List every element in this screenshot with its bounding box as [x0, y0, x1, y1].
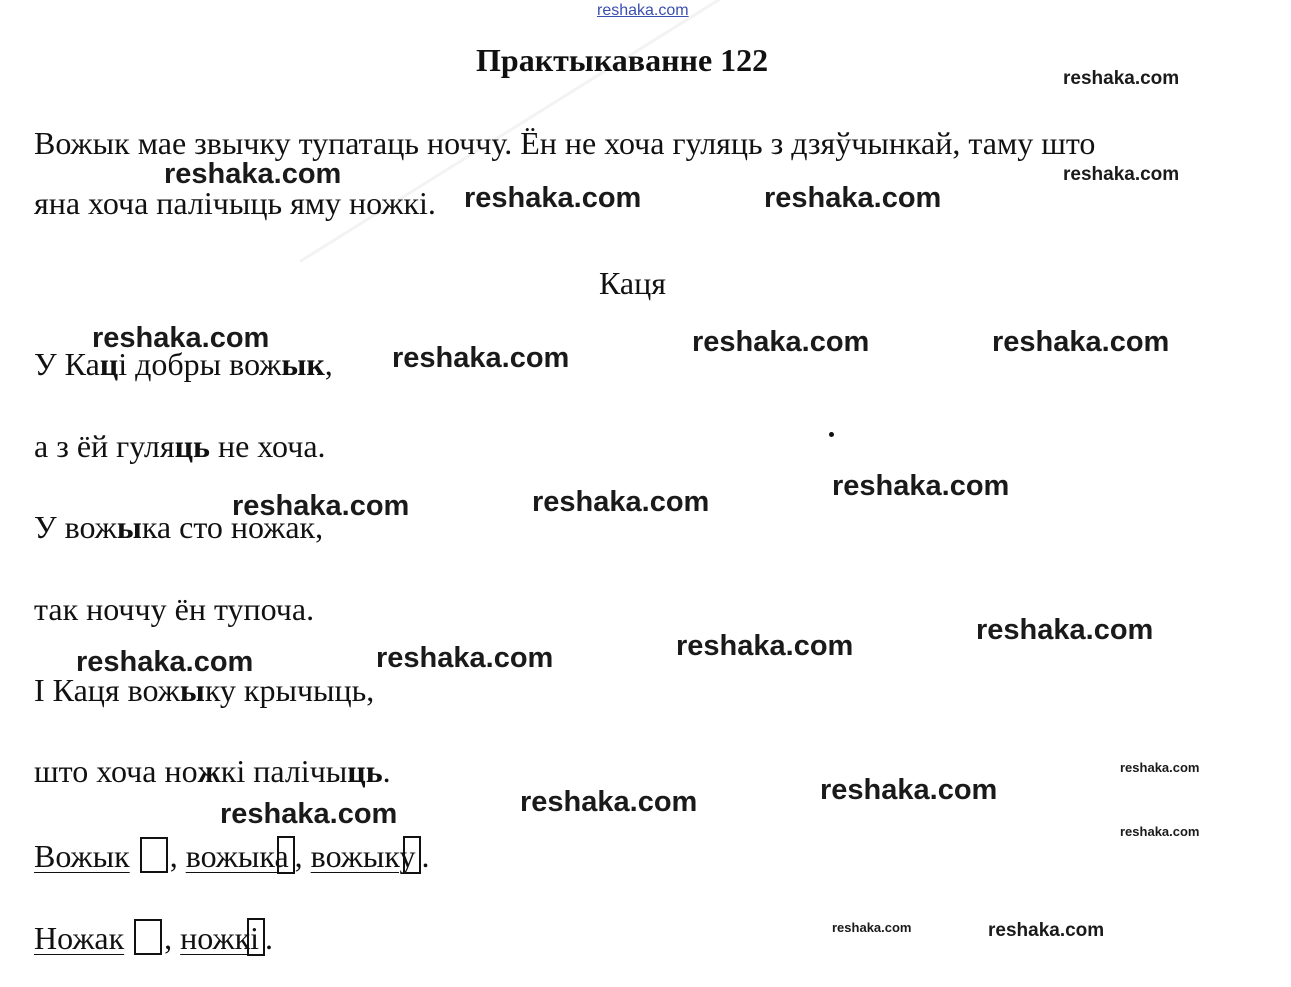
word-vozhyka: вожыка	[185, 838, 289, 874]
analysis-row-2	[34, 918, 273, 956]
poem-text: так ноччу ён тупоча.	[34, 591, 315, 627]
intro-line-1: Вожык мае звычку тупатаць ноччу. Ён не хоча гуляць з дзяўчынкай, таму што	[34, 125, 1096, 161]
watermark: reshaka.com	[464, 182, 642, 214]
watermark: reshaka.com	[392, 342, 570, 374]
highlighted-letters: ы	[179, 672, 205, 708]
intro-line-2: яна хоча палічыць яму ножкі.	[34, 185, 436, 221]
poem-line	[34, 755, 391, 787]
watermark: reshaka.com	[232, 490, 410, 522]
watermark: reshaka.com	[988, 920, 1105, 941]
word-nozhki: ножкі	[180, 920, 260, 956]
watermark: reshaka.com	[520, 786, 698, 818]
watermark: reshaka.com	[532, 486, 710, 518]
poem-text: не хоча.	[209, 428, 326, 464]
ending-box	[247, 918, 265, 956]
watermark: reshaka.com	[976, 614, 1154, 646]
poem-text: і добры вож	[118, 346, 282, 382]
poem-title: Каця	[599, 265, 666, 301]
ending-box	[277, 836, 295, 874]
poem-line	[34, 430, 326, 462]
comma: ,	[164, 920, 173, 956]
watermark: reshaka.com	[1063, 68, 1180, 89]
highlighted-letters: ык	[281, 346, 325, 382]
poem-line	[34, 593, 314, 625]
period: .	[421, 838, 430, 874]
watermark: reshaka.com	[164, 158, 342, 190]
watermark: reshaka.com	[1120, 760, 1200, 775]
highlighted-letters: ць	[347, 753, 383, 789]
watermark: reshaka.com	[820, 774, 998, 806]
watermark: reshaka.com	[692, 326, 870, 358]
watermark: reshaka.com	[92, 322, 270, 354]
highlighted-letters: ць	[174, 428, 210, 464]
null-ending-box	[140, 837, 168, 873]
poem-text: ,	[324, 346, 333, 382]
page-title: Практыкаванне 122	[476, 42, 769, 78]
poem-text: .	[382, 753, 391, 789]
poem-text: У Ка	[34, 346, 100, 382]
word-vozhyku: вожыку	[310, 838, 416, 874]
stray-dot	[829, 432, 834, 437]
watermark: reshaka.com	[764, 182, 942, 214]
period: .	[265, 920, 274, 956]
watermark: reshaka.com	[676, 630, 854, 662]
poem-text: ка сто ножак,	[141, 509, 324, 545]
highlighted-letters: ы	[116, 509, 142, 545]
watermark: reshaka.com	[1120, 824, 1200, 839]
word-vozhyk: Вожык	[34, 838, 130, 874]
comma: ,	[169, 838, 178, 874]
word-nozhak: Ножак	[34, 920, 125, 956]
null-ending-box	[134, 919, 162, 955]
watermark-top: reshaka.com	[597, 2, 689, 19]
watermark: reshaka.com	[832, 470, 1010, 502]
watermark: reshaka.com	[220, 798, 398, 830]
watermark: reshaka.com	[376, 642, 554, 674]
watermark: reshaka.com	[832, 920, 912, 935]
comma: ,	[294, 838, 303, 874]
poem-text: а з ёй гуля	[34, 428, 175, 464]
highlighted-letters: ж	[197, 753, 221, 789]
poem-text: кі палічы	[220, 753, 348, 789]
watermark: reshaka.com	[1063, 164, 1180, 185]
poem-text: што хоча но	[34, 753, 198, 789]
poem-text: У вож	[34, 509, 117, 545]
analysis-row-1	[34, 836, 429, 874]
watermark: reshaka.com	[992, 326, 1170, 358]
poem-text: І Каця вож	[34, 672, 180, 708]
poem-text: ку крычыць,	[204, 672, 375, 708]
ending-box	[403, 836, 421, 874]
watermark: reshaka.com	[76, 646, 254, 678]
highlighted-letters: ц	[99, 346, 119, 382]
